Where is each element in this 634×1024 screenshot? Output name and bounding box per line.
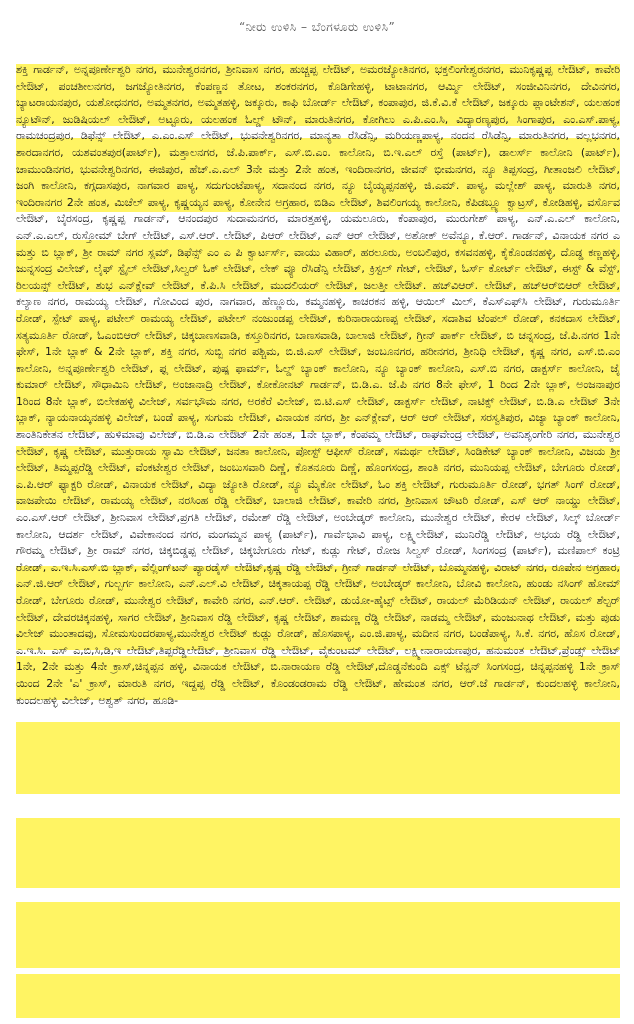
highlight-band [16,974,620,1018]
highlight-band [16,902,620,968]
highlight-band [16,818,620,888]
page-header: “ನೀರು ಉಳಿಸಿ – ಬೆಂಗಳೂರು ಉಳಿಸಿ” [238,20,396,34]
area-list-text: ಶಕ್ತಿ ಗಾರ್ಡನ್, ಅನ್ನಪೂರ್ಣೇಶ್ವರಿ ನಗರ, ಮುನೇಶ್ವರನಗರ, ಶ್ರೀನಿವಾಸ ನಗರ, ಹುಚ್ಚಪ್ಪ ಲೇಔಟ್, ಅಮರಜ್ಯೋತಿನಗರ, ಭಕ್ತಲಿಂಗೇಶ್ವರನಗರ, ಮುನಿಕೃಷ್ಣಪ್ಪ ಲೇಔಟ್, ಕಾವೇರಿ ಲೇಔಟ್, ಪಂಚಶೀಲನಗರ, ಜಗಜ್ಯೋತಿನಗರ, ಕೆಂಪಣ್ಣನ ತೋಟ, ಶಂಕರನಗರ, ಕೊಡಿಗೇಹಳ್ಳಿ, ಟಾಟಾನಗರ, ಆರ್ಮ್ಮಿ ಲೇಔಟ್, ಸಂಜೀವಿನಿನಗರ, ದೇವಿನಗರ, ಬ್ಯಾಟರಾಯನಪುರ, ಯಶೋಧನಗರ, ಅಮ್ಮತನಗರ, ಅಮ್ಮತಹಳ್ಳಿ, ಜಕ್ಕೂರು, ಕಾಫಿ ಬೋರ್ಡ್ ಲೇಔಟ್, ಕಂಪಾಪುರ, ಜಿ.ಕೆ.ವಿ.ಕೆ ಲೇಔಟ್, ಜಕ್ಕೂರು ಪ್ಲಾಂಟೇಶನ್, ಯಲಹಂಕ ನ್ಯೂಟೌನ್, ಜುಡಿಷಿಯಲ್ ಲೇಔಟ್, ಅಟ್ಟೂರು, ಯಲಹಂಕ ಓಲ್ಡ್ ಟೌನ್, ಮಾರುತಿನಗರ, ಕೋಗಿಲು ಎ.ಪಿ.ಎಂ.ಸಿ, ವಿದ್ಯಾರಣ್ಯಪುರ, ಸಿಂಗಾಪುರ, ಎಂ.ಎಸ್.ಪಾಳ್ಯ, ರಾಮಚಂದ್ರಪುರ, ಡಿಫೆನ್ಸ್ ಲೇಔಟ್, ಎ.ಎಂ.ಎಸ್ ಲೇಔಟ್, ಭುವನೇಶ್ವರಿನಗರ, ಮಾನ್ಯತಾ ರೆಸಿಡೆನ್ಸಿ, ಮರಿಯಣ್ಣಪಾಳ್ಯ, ನಂದನ ರೆಸಿಡೆನ್ಸಿ, ಮಾರುತಿನಗರ, ವಲ್ಲಭನಗರ, ಶಾರದಾನಗರ, ಯಶವಂತಪುರ(ಪಾರ್ಟ್), ಮತ್ತಾಲನಗರ, ಜೆ.ಪಿ.ಪಾರ್ಕ್, ಎಸ್.ಬಿ.ಎಂ. ಕಾಲೋನಿ, ಬಿ.ಇ.ಎಲ್ ರಸ್ತೆ (ಪಾರ್ಟ್), ಡಾಲರ್ಸ್ ಕಾಲೋನಿ (ಪಾರ್ಟ್), ಚಾಮುಂಡಿನಗರ, ಭುವನೇಶ್ವರಿನಗರ, ಈಜಿಪುರ, ಹೆಚ್.ಎ.ಎಲ್ 3ನೇ ಮತ್ತು 2ನೇ ಹಂತ, ಇಂದಿರಾನಗರ, ಜೀವನ್ ಭೀಮನಗರ, ನ್ಯೂ ತಿಪ್ಪಸಂದ್ರ, ಗೀತಾಂಜಲಿ ಲೇಔಟ್, ಜಂಗಿ ಕಾಲೋನಿ, ಕಗ್ಗದಾಸಪುರ, ನಾಗವಾರ ಪಾಳ್ಯ, ಸದುಗುಂಟೆಪಾಳ್ಯ, ಸದಾನಂದ ನಗರ, ನ್ಯೂ ಬೈಯ್ಯಪ್ಪನಹಳ್ಳಿ, ಜಿ.ಎಮ್. ಪಾಳ್ಯ, ಮಲ್ಲೇಶ್ ಪಾಳ್ಯ, ಮಾರುತಿ ನಗರ, ಇಂದಿರಾನಗರ 2ನೇ ಹಂತ, ಮಿಚೆಲ್ ಪಾಳ್ಯ, ಕೃಷ್ಣಯ್ಯನ ಪಾಳ್ಯ, ಕೋನೇನ ಅಗ್ರಹಾರ, ಬಿಡಿಎ ಲೇಔಟ್, ಶಿವಲಿಂಗಯ್ಯ ಕಾಲೋನಿ, ಕೆಪಿಡಬ್ಲ್ಯೂ ಕ್ವಾಟ್ರಸ್, ಕೋಡಿಹಳ್ಳಿ, ವರ್ಸೊವ ಲೇಔಟ್, ಬೈರಸಂದ್ರ, ಕೃಷ್ಣಪ್ಪ ಗಾರ್ಡನ್, ಆನಂದಪುರ ಸುದಾಮನಗರ, ಮಾರತ್ತಹಳ್ಳಿ, ಯಮಲೂರು, ಕೆಂಪಾಪುರ, ಮುರುಗೇಶ್ ಪಾಳ್ಯ, ಎನ್.ಎ.ಎಲ್ ಕಾಲೋನಿ, ಎನ್.ಎ.ಎಲ್, ರುಸ್ತೋಮ್ ಬೇಗ್ ಲೇಔಟ್, ಎಸ್.ಆರ್. ಲೇಔಟ್, ಪಿಆರ್ ಲೇಔಟ್, ಎನ್ ಆರ್ ಲೇಔಟ್, ಅಶೋಕ್ ಅವೆನ್ಯೂ, ಕೆ.ಆರ್. ಗಾರ್ಡನ್, ವಿನಾಯಕ ನಗರ ಎ ಮತ್ತು ಬಿ ಬ್ಲಾಕ್, ಶ್ರೀ ರಾಮ್ ನಗರ ಸ್ಲಮ್, ಡಿಫೆನ್ಸ್ ಎಂ ಎ ಪಿ ಕ್ವಾರ್ಟರ್ಸ್, ವಾಯು ವಿಹಾರ್, ಹರಲೂರು, ಅಂಬಲಿಪುರ, ಕಸವನಹಳ್ಳಿ, ಕೈಕೊಂಡನಹಳ್ಳಿ, ದೊಡ್ಡ ಕಣ್ಣಹಳ್ಳಿ, ಜುನ್ನಸಂದ್ರ ವಿಲೇಜ್, ಲೈಫ್ ಸ್ಟೈಲ್ ಲೇಔಟ್,ಸಿಲ್ವರ್ ಓಕ್ ಲೇಔಟ್, ಲೇಕ್ ವ್ಯೂ ರೆಸಿಡೆನ್ಸಿ ಲೇಔಟ್, ಕ್ರಿಸ್ಟಲ್ ಗೇಟ್, ಲೇಔಟ್, ಓರ್ಸ್ ಕೋರ್ಟ್ ಲೇಔಟ್, ಈಸ್ಟ್ & ವೆಸ್ಟ್, ರಿಲಯನ್ಸ್ ಲೇಔಟ್, ಶುಭ ಎನ್‌ಕ್ಲೇವ್ ಲೇಔಟ್, ಕೆ.ಪಿ.ಸಿ ಲೇಔಟ್, ಮುದಲಿಯರ್ ಲೇಔಟ್, ಜಲತ್ತೀ ಲೇಔಟ್. ಹಚ್‌ವಿಆರ್. ಲೇಔಟ್, ಹಚ್‌ಆರ್‌ಬಿಆರ್ ಲೇಔಟ್, ಕಲ್ಯಾಣ ನಗರ, ರಾಮಯ್ಯ ಲೇಔಟ್, ಗೋವಿಂದ ಪುರ, ನಾಗವಾರ, ಹೆಣ್ಣೂರು, ಕಮ್ಮನಹಳ್ಳಿ, ಕಾಚರಕನ ಹಳ್ಳಿ, ಆಯಿಲ್ ಮಿಲ್, ಕೆಎಸ್‌ಎಫ್‌ಸಿ ಲೇಔಟ್, ಗುರುಮೂರ್ತಿ ರೋಡ್, ಸ್ಪೇಟ್ ಪಾಳ್ಯ, ಪಟೇಲ್ ರಾಮಯ್ಯ ಲೇಔಟ್, ಪಟೇಲ್ ನಂಜುಂಡಪ್ಪ ಲೇಔಟ್, ಕುರಿನಾರಾಯಣಪ್ಪ ಲೇಔಟ್, ಸದಾಶಿವ ಟೆಂಪಲ್ ರೋಡ್, ಕನಕದಾಸ ಲೇಔಟ್, ಸತ್ಯಮೂರ್ತಿ ರೋಡ್, ಓಎಂಬಿಆರ್ ಲೇಔಟ್, ಚಿಕ್ಕಬಾಣಸವಾಡಿ, ಕಸ್ತೂರಿನಗರ, ಬಾಣಸವಾಡಿ, ಬಾಲಾಜಿ ಲೇಔಟ್, ಗ್ರೀನ್ ಪಾರ್ಕ್ ಲೇಔಟ್, ಬಿ ಚನ್ನಸಂದ್ರ, ಜೆ.ಪಿ.ನಗರ 1ನೇ ಫೇಸ್, 1ನೇ ಬ್ಲಾಕ್ & 2ನೇ ಬ್ಲಾಕ್, ಶಕ್ತಿ ನಗರ, ಸುಬ್ಬಿ ನಗರ ಪಶ್ಚಿಮ, ಬಿ.ಜಿ.ಎಸ್ ಲೇಔಟ್, ಜಂಬೂನಗರ, ಹರೀನಗರ, ಶ್ರೀನಿಧಿ ಲೇಔಟ್, ಕೃಷ್ಣ ನಗರ, ಎಸ್.ಬಿ.ಎಂ ಕಾಲೋನಿ, ಅನ್ನಪೂರ್ಣೇಶ್ವರಿ ಲೇಔಟ್, ಫ್ಲ ಲೇಔಟ್, ಪುಷ್ಪ ಫಾರ್ಮ್, ಓಲ್ಡ್ ಬ್ಯಾಂಕ್ ಕಾಲೋನಿ, ನ್ಯೂ ಬ್ಯಾಂಕ್ ಕಾಲೋನಿ, ಎಸ್.ಬಿ ನಗರ, ಡಾಕ್ಟರ್ಸ್ ಕಾಲೋನಿ, ಜೈ ಕುಮಾರ್ ಲೇಔಟ್, ಸೌಧಾಮಿನಿ ಲೇಔಟ್, ಅಂಜಾನಾದ್ರಿ ಲೇಔಟ್, ಕೋಕೋನಟ್ ಗಾರ್ಡನ್, ಬಿ.ಡಿ.ಎ. ಜೆ.ಪಿ ನಗರ 8ನೇ ಫೇಸ್, 1 ರಿಂದ 2ನೇ ಬ್ಲಾಕ್, ಅಂಜನಾಪುರ 1ರಿಂದ 8ನೇ ಬ್ಲಾಕ್, ಬಿಲೇಕಹಳ್ಳಿ ವಿಲೇಜ್, ಸರ್ವಭೌಮ ನಗರ, ಅರಕೆರೆ ವಿಲೇಜ್, ಬಿ.ಟಿ.ಎಸ್ ಲೇಔಟ್, ಡಾಕ್ಟರ್ಸ್ ಲೇಔಟ್, ನಾಟಿಕ್ಸ್ ಲೇಔಟ್, ಬಿ.ಡಿ.ಎ ಲೇಔಟ್ 3ನೇ ಬ್ಲಾಕ್, ನ್ಯಾಯನಾಯ್ಕನಹಳ್ಳಿ ವಿಲೇಜ್, ಬಂಡೆ ಪಾಳ್ಯ, ಸುಗುಮ ಲೇಔಟ್, ವಿನಾಯಕ ನಗರ, ಶ್ರೀ ಎನ್‌ಕ್ಲೇವ್, ಆರ್ ಆರ್ ಲೇಔಟ್, ಸರಸ್ವತಿಪುರ, ವಿಜ್ಯಾ ಬ್ಯಾಂಕ್ ಕಾಲೋನಿ, ಶಾಂತಿನಿಕೇತನ ಲೇಔಟ್, ಹುಳಿಮಾವು ವಿಲೇಜ್, ಬಿ.ಡಿ.ಎ ಲೇಔಟ್ 2ನೇ ಹಂತ, 1ನೇ ಬ್ಲಾಕ್, ಕೆಂಪಮ್ಮ ಲೇಔಟ್, ರಾಘವೇಂದ್ರ ಲೇಔಟ್, ಅವನಿಶೃಂಗೇರಿ ನಗರ, ಮುನೇಶ್ವರ ಲೇಔಟ್, ಕೃಷ್ಣ ಲೇಔಟ್, ಮುತ್ತುರಾಯ ಸ್ವಾಮಿ ಲೇಔಟ್, ಜನತಾ ಕಾಲೋನಿ, ಪೋಸ್ಟ್ ಆಫೀಸ್ ರೋಡ್, ಸಮರ್ಥ ಲೇಔಟ್, ಸಿಂಡಿಕೇಟ್ ಬ್ಯಾಂಕ್ ಕಾಲೋನಿ, ವಿಜಯ ಶ್ರೀ ಲೇಔಟ್, ತಿಮ್ಮಪ್ಪರೆಡ್ಡಿ ಲೇಔಟ್, ವೆಂಕಟೇಶ್ವರ ಲೇಔಟ್, ಜಂಬುಸವಾರಿ ದಿಣ್ಣೆ, ಕೊತನೂರು ದಿಣ್ಣೆ, ಹೊಂಗಸಂದ್ರ, ಶಾಂತಿ ನಗರ, ಮುನಿಯಪ್ಪ ಲೇಔಟ್, ಬೇಗೂರು ರೋಡ್, ಎ.ಪಿ.ಆರ್ ಫ್ಯಾಕ್ಟರಿ ರೋಡ್, ವಿನಾಯಕ ಲೇಔಟ್, ವಿದ್ಯಾ ಜ್ಯೋತಿ ರೋಡ್, ನ್ಯೂ ಮೈಕೋ ಲೇಔಟ್, ಓಂ ಶಕ್ತಿ ಲೇಔಟ್, ಗುರುಮೂರ್ತಿ ರೋಡ್, ಭಗತ್ ಸಿಂಗ್ ರೋಡ್, ವಾಜಪೇಯಿ ಲೇಔಟ್, ರಾಮಯ್ಯ ಲೇಔಟ್, ನರಸಿಂಹ ರೆಡ್ಡಿ ಲೇಔಟ್, ಬಾಲಾಜಿ ಲೇಔಟ್, ಕಾವೇರಿ ನಗರ, ಶ್ರೀನಿವಾಸ ಚೌಟರಿ ರೋಡ್, ಎಸ್ ಆರ್ ನಾಯ್ಡು ಲೇಔಟ್, ಎಂ.ಎಸ್.ಆರ್ ಲೇಔಟ್, ಶ್ರೀನಿವಾಸ ಲೇಔಟ್,ಪ್ರಗತಿ ಲೇಔಟ್, ರಮೇಶ್ ರೆಡ್ಡಿ ಲೇಔಟ್, ಅಂಬೇಡ್ಕರ್ ಕಾಲೋನಿ, ಮುನೇಶ್ವರ ಲೇಔಟ್, ಕೇರಳ ಲೇಔಟ್, ಸಿಲ್ಕ್ ಬೋರ್ಡ್ ಕಾಲೋನಿ, ಆದರ್ಶ ಲೇಔಟ್, ವಿವೇಕಾನಂದ ನಗರ, ಮಂಗಮ್ಮನ ಪಾಳ್ಯ (ಪಾರ್ಟ್), ಗಾರ್ವೆಭಾವಿ ಪಾಳ್ಯ, ಲಕ್ಷ್ಮಿಲೇಔಟ್, ಮುನಿರೆಡ್ಡಿ ಲೇಔಟ್, ಅಭಯ ರೆಡ್ಡಿ ಲೇಔಟ್, ಗೌರಮ್ಮ ಲೇಔಟ್, ಶ್ರೀ ರಾಮ್ ನಗರ, ಚಿಕ್ಕಬಿಡ್ಡಪ್ಪ ಲೇಔಟ್, ಚಿಕ್ಕಬೇಗೂರು ಗೇಟ್, ಕುಡ್ಲು ಗೇಟ್, ರೋಜ ಸಿಲ್ವಸ್ ರೋಡ್, ಸಿಂಗಸಂದ್ರ (ಪಾರ್ಟ್), ಮಣಿಪಾಲ್ ಕಂಟ್ರಿ ರೋಡ್, ಎ.ಇ.ಸಿ.ಎಸ್.ಬಿ ಬ್ಲಾಕ್, ವೆಲ್ಲಿಂಗ್‌ಟನ್ ಪ್ಯಾರಡೈಸ್ ಲೇಔಟ್,ಕೃಷ್ಣ ರೆಡ್ಡಿ ಲೇಔಟ್, ಗ್ರೀನ್ ಗಾರ್ಡನ್ ಲೇಔಟ್, ಬೊಮ್ಮನಹಳ್ಳಿ, ವಿರಾಟ್ ನಗರ, ರೂಪೇನ ಅಗ್ರಹಾರ, ಎನ್.ಜಿ.ಆರ್ ಲೇಔಟ್, ಗುಲ್ಬರ್ಗ ಕಾಲೋನಿ, ಎನ್.ಎಲ್.ವಿ ಲೇಔಟ್, ಚಿಕ್ಕತಾಯಪ್ಪ ರೆಡ್ಡಿ ಲೇಔಟ್, ಅಂಬೇಡ್ಕರ್ ಕಾಲೋನಿ, ಬೋವಿ ಕಾಲೋನಿ, ಹುಂಡು ನಸಿಂಗ್ ಹೋಮ್ ರೋಡ್, ಬೇಗೂರು ರೋಡ್, ಮುನೇಶ್ವರ ಲೇಔಟ್, ಕಾವೇರಿ ನಗರ, ಎನ್.ಆರ್. ಲೇಔಟ್, ಡುಯೋ-ಹೈಟ್ಸ್ ಲೇಔಟ್, ರಾಯಲ್ ಮೆರಿಡಿಯನ್ ಲೇಔಟ್, ರಾಯಲ್ ಶೆಲ್ಟರ್ ಲೇಔಟ್, ದೇವರಚಿಕ್ಕನಹಳ್ಳಿ, ಸಾಗರ ಲೇಔಟ್, ಶ್ರೀನಿವಾಸ ರೆಡ್ಡಿ ಲೇಔಟ್, ಕೃಷ್ಣ ಲೇಔಟ್, ಶಾಮಣ್ಣ ರೆಡ್ಡಿ ಲೇಔಟ್, ನಾಡಮ್ಮ ಲೇಔಟ್, ಮಂಜುನಾಥ ಲೇಔಟ್, ಮತ್ತು ಪುಡು ವಿಲೇಜ್ ಮುಂತಾದವು, ಸೋಮಸುಂದರಪಾಳ್ಯ,ಮುನೇಶ್ವರ ಲೇಔಟ್ ಕುಡ್ಲು ರೋಡ್, ಹೊಸಪಾಳ್ಯ, ಎಂ.ಜಿ.ಪಾಳ್ಯ, ಮದೀನ ನಗರ, ಬಂಡೆಪಾಳ್ಯ, ಸಿ.ಕೆ. ನಗರ, ಹೊಸ ರೋಡ್, ಎ.ಇ.ಸಿ. ಎಸ್ ಎ,ಬಿ,ಸಿ,ಡಿ,ಇ ಲೇಔಟ್,ತಿಪ್ಪರೆಡ್ಡಿಲೇಔಟ್, ಶ್ರೀನಿವಾಸ ರೆಡ್ಡಿ ಲೇಔಟ್, ವೈಕುಂಟಮ್ ಲೇಔಟ್, ಲಕ್ಷ್ಮೀನಾರಾಯಣಪುರ, ಹನುಮಂತ ಲೇಔಟ್,ಪ್ರೆಂಡ್ಸ್ ಲೇಔಟ್ 1ನೇ, 2ನೇ ಮತ್ತು 4ನೇ ಕ್ರಾಸ್,ಚಿನ್ನಪ್ಪನ ಹಳ್ಳಿ, ವಿನಾಯಕ ಲೇಔಟ್, ಬಿ.ನಾರಾಯಣ ರೆಡ್ಡಿ ಲೇಔಟ್,ದೊಡ್ಡನೆಕುಂದಿ ಎಕ್ಸ್ ಟೆನ್ಷನ್ ಸಿಂಗಸಂದ್ರ, ಚಿನ್ನಪ್ಪನಹಳ್ಳಿ 1ನೇ ಕ್ರಾಸ್ ಯಿಂದ 2ನೇ 'ಎ' ಕ್ರಾಸ್, ಮಾರುತಿ ನಗರ, ಇದ್ದಪ್ಪ ರೆಡ್ಡಿ ಲೇಔಟ್, ಕೊಂಡಂಡರಾಮ ರೆಡ್ಡಿ ಲೇಔಟ್, ಹೇಮಂತ ನಗರ, ಆರ್.ಜೆ ಗಾರ್ಡನ್, ಕುಂದಲಹಳ್ಳಿ ಕಾಲೋನಿ, ಕುಂದಲಹಳ್ಳಿ ವಿಲೇಜ್, ಅಶ್ವತ್ ನಗರ, ಹೂಡಿ- [16,63,620,707]
highlight-band [16,722,620,794]
document-body [16,62,620,1018]
